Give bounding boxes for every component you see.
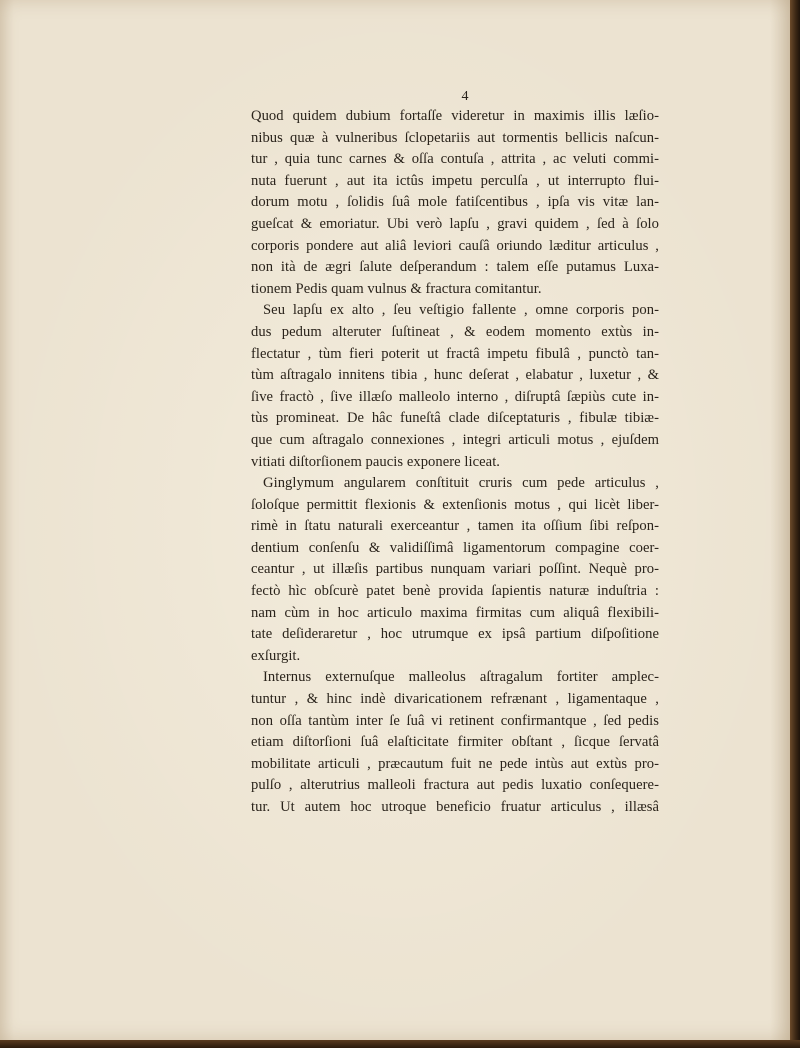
text-line: Seu lapſu ex alto , ſeu veſtigio fallente , omne corporis pon- (263, 302, 659, 319)
text-line: tur. Ut autem hoc utroque beneficio fruatur articulus , illæsâ (251, 799, 659, 815)
text-line: Internus externuſque malleolus aſtragalum fortiter amplec- (263, 669, 659, 686)
text-line: Ginglymum angularem conſtituit cruris cum pede articulus , (263, 475, 659, 492)
text-line: ſoloſque permittit flexionis & extenſionis motus , qui licèt liber- (251, 496, 659, 513)
paragraph-3 (251, 473, 659, 667)
text-line: etiam diſtorſioni ſuâ elaſticitate firmiter obſtant , ſicque ſervatâ (251, 734, 659, 751)
text-line: Quod quidem dubium fortaſſe videretur in maximis illis læſio- (251, 108, 659, 124)
text-block (251, 88, 659, 819)
text-line: dorum motu , ſolidis ſuâ mole fatiſcentibus , ipſa vis vitæ lan- (251, 194, 659, 211)
text-line: non oſſa tantùm inter ſe ſuâ vi retinent confirmantque , ſed pedis (251, 712, 659, 729)
text-line: tùs promineat. De hâc funeſtâ clade diſceptaturis , fibulæ tibiæ- (251, 410, 659, 427)
text-line: tionem Pedis quam vulnus & fractura comitantur. (251, 280, 542, 297)
text-line: corporis pondere aut aliâ leviori cauſâ oriundo læditur articulus , (251, 237, 659, 254)
page-number: 4 (461, 89, 469, 104)
text-line: ceantur , ut illæſis partibus nunquam variari poſſint. Nequè pro- (251, 561, 659, 578)
text-line: dus pedum alteruter ſuſtineat , & eodem momento extùs in- (251, 323, 659, 340)
text-line: nam cùm in hoc articulo maxima firmitas cum aliquâ flexibili- (251, 604, 659, 621)
text-line: rimè in ſtatu naturali exerceantur , tamen ita oſſium ſibi reſpon- (251, 518, 659, 535)
text-line: tùm aſtragalo innitens tibia , hunc deſerat , elabatur , luxetur , & (251, 367, 659, 384)
text-line: vitiati diſtorſionem paucis exponere liceat. (251, 453, 500, 470)
text-line: que cum aſtragalo connexiones , integri articuli motus , ejuſdem (251, 431, 659, 448)
text-line: tate deſideraretur , hoc utrumque ex ipsâ partium diſpoſitione (251, 626, 659, 643)
paragraph-2 (251, 300, 659, 473)
text-line: nuta fuerunt , aut ita ictûs impetu perculſa , ut interrupto flui- (251, 172, 659, 189)
text-line: tuntur , & hinc indè divaricationem refrænant , ligamentaque , (251, 691, 659, 708)
paragraph-4 (251, 667, 659, 818)
text-line: flectatur , tùm fieri poterit ut fractâ impetu fibulâ , punctò tan- (251, 345, 659, 362)
book-bottom-edge (0, 1040, 800, 1048)
text-line: ſive fractò , ſive illæſo malleolo interno , diſruptâ ſæpiùs cute in- (251, 388, 659, 405)
text-line: gueſcat & emoriatur. Ubi verò lapſu , gravi quidem , ſed à ſolo (251, 215, 659, 232)
paragraph-1 (251, 106, 659, 300)
text-line: dentium conſenſu & validiſſimâ ligamentorum compagine coer- (251, 539, 659, 556)
text-line: exſurgit. (251, 647, 301, 664)
book-binding-edge (790, 0, 800, 1048)
text-line: tur , quia tunc carnes & oſſa contuſa , attrita , ac veluti commi- (251, 151, 659, 168)
text-line: pulſo , alterutrius malleoli fractura aut pedis luxatio conſequere- (251, 777, 659, 794)
text-line: non ità de ægri ſalute deſperandum : talem eſſe putamus Luxa- (251, 259, 659, 276)
text-line: fectò hìc obſcurè patet benè provida ſapientis naturæ induſtria : (251, 583, 659, 600)
text-line: nibus quæ à vulneribus ſclopetariis aut tormentis bellicis naſcun- (251, 129, 659, 146)
text-line: mobilitate articuli , præcautum fuit ne pede intùs aut extùs pro- (251, 755, 659, 772)
